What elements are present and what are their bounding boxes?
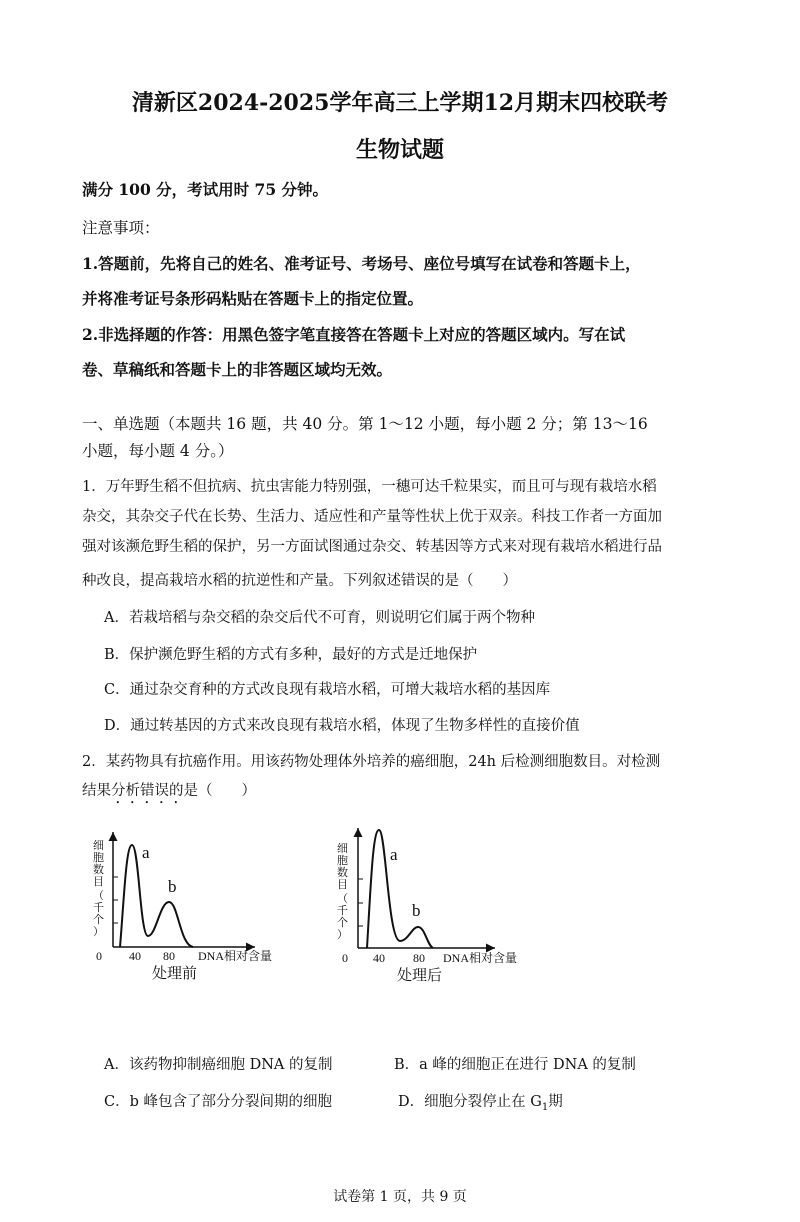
page-footer: 试卷第 1 页，共 9 页 [333,1189,467,1205]
q1-stem-line-2: 杂交，其杂交子代在长势、生活力、适应性和产量等性状上优于双亲。科技工作者一方面加 [82,509,662,525]
peak-b-label: b [168,877,177,896]
svg-text:）: ） [337,929,348,941]
distribution-curve [120,845,193,947]
peak-b-label: b [412,901,421,920]
distribution-curve [367,830,433,948]
q1-option-c: C．通过杂交育种的方式改良现有栽培水稻，可增大栽培水稻的基因库 [104,682,551,698]
q1-option-b: B．保护濒危野生稻的方式有多种，最好的方式是迁地保护 [104,647,478,663]
figure-before-treatment [93,832,272,982]
q2-stem-text-end: 是（ ） [183,783,256,799]
q2-option-d-text-end: 期 [548,1094,563,1110]
q1-stem-line-1: 1．万年野生稻不但抗病、抗虫害能力特别强，一穗可达千粒果实，而且可与现有栽培水稻 [82,479,657,495]
x-tick-label: 40 [129,949,141,963]
title-line-2: 生物试题 [355,137,444,163]
svg-text:目: 目 [337,879,348,891]
svg-text:细: 细 [93,840,104,852]
q1-option-d: D．通过转基因的方式来改良现有栽培水稻，体现了生物多样性的直接价值 [104,718,580,734]
q1-stem-line-4: 种改良，提高栽培水稻的抗逆性和产量。下列叙述错误的是（ ） [82,573,517,589]
section-heading-line-1: 一、单选题（本题共 16 题，共 40 分。第 1～12 小题，每小题 2 分；第 13～16 [82,415,648,433]
notice-heading: 注意事项： [82,219,160,237]
x-tick-label: 0 [342,951,348,965]
q1-option-a: A．若栽培稻与杂交稻的杂交后代不可育，则说明它们属于两个物种 [104,610,535,626]
notice-2-line-1: 2.非选择题的作答：用黑色签字笔直接答在答题卡上对应的答题区域内。写在试 [82,325,626,344]
svg-text:细: 细 [337,843,348,855]
peak-a-label: a [142,843,150,862]
q2-option-d-text: D．细胞分裂停止在 G [398,1094,542,1110]
svg-text:）: ） [93,926,104,938]
peak-a-label: a [390,845,398,864]
title-line-1: 清新区2024-2025学年高三上学期12月期末四校联考 [131,90,669,116]
figure-caption: 处理前 [152,966,198,982]
notice-1-line-1: 1.答题前，先将自己的姓名、准考证号、考场号、座位号填写在试卷和答题卡上， [82,254,641,273]
x-axis-label: DNA相对含量 [198,949,272,963]
q2-option-a: A．该药物抑制癌细胞 DNA 的复制 [104,1057,333,1073]
svg-text:个: 个 [93,914,104,926]
notice-1-line-2: 并将准考证号条形码粘贴在答题卡上的指定位置。 [82,289,424,308]
y-axis-label [93,839,104,938]
svg-text:（: （ [93,890,104,902]
svg-text:胞: 胞 [93,852,104,864]
svg-text:数: 数 [337,867,348,879]
q2-stem-text: 结果 [82,783,111,799]
svg-text:千: 千 [93,902,104,914]
svg-text:千: 千 [337,905,348,917]
svg-text:（: （ [337,893,348,905]
svg-text:个: 个 [337,917,348,929]
x-tick-label: 0 [96,949,102,963]
q2-stem-line-1: 2．某药物具有抗癌作用。用该药物处理体外培养的癌细胞，24h 后检测细胞数目。对检测 [82,754,661,770]
y-axis-label [337,842,348,941]
figure-after-treatment [337,828,517,984]
notice-2-line-2: 卷、草稿纸和答题卡上的非答题区域均无效。 [82,360,393,379]
score-info: 满分 100 分，考试用时 75 分钟。 [82,180,329,199]
q2-stem-emphasis: 分析错误的 [111,783,184,799]
svg-text:目: 目 [93,876,104,888]
x-axis-label: DNA相对含量 [443,951,517,965]
q2-option-d-subscript: 1 [541,1101,549,1113]
q2-option-d [398,1092,563,1118]
figure-caption: 处理后 [397,968,443,984]
section-heading-line-2: 小题，每小题 4 分。） [82,442,234,460]
q2-option-b: B．a 峰的细胞正在进行 DNA 的复制 [394,1057,636,1073]
q2-option-c: C．b 峰包含了部分分裂间期的细胞 [104,1094,332,1110]
svg-text:数: 数 [93,864,104,876]
x-tick-label: 80 [163,949,175,963]
svg-text:胞: 胞 [337,855,348,867]
x-tick-label: 40 [373,951,385,965]
x-tick-label: 80 [413,951,425,965]
q1-stem-line-3: 强对该濒危野生稻的保护，另一方面试图通过杂交、转基因等方式来对现有栽培水稻进行品 [82,539,662,555]
